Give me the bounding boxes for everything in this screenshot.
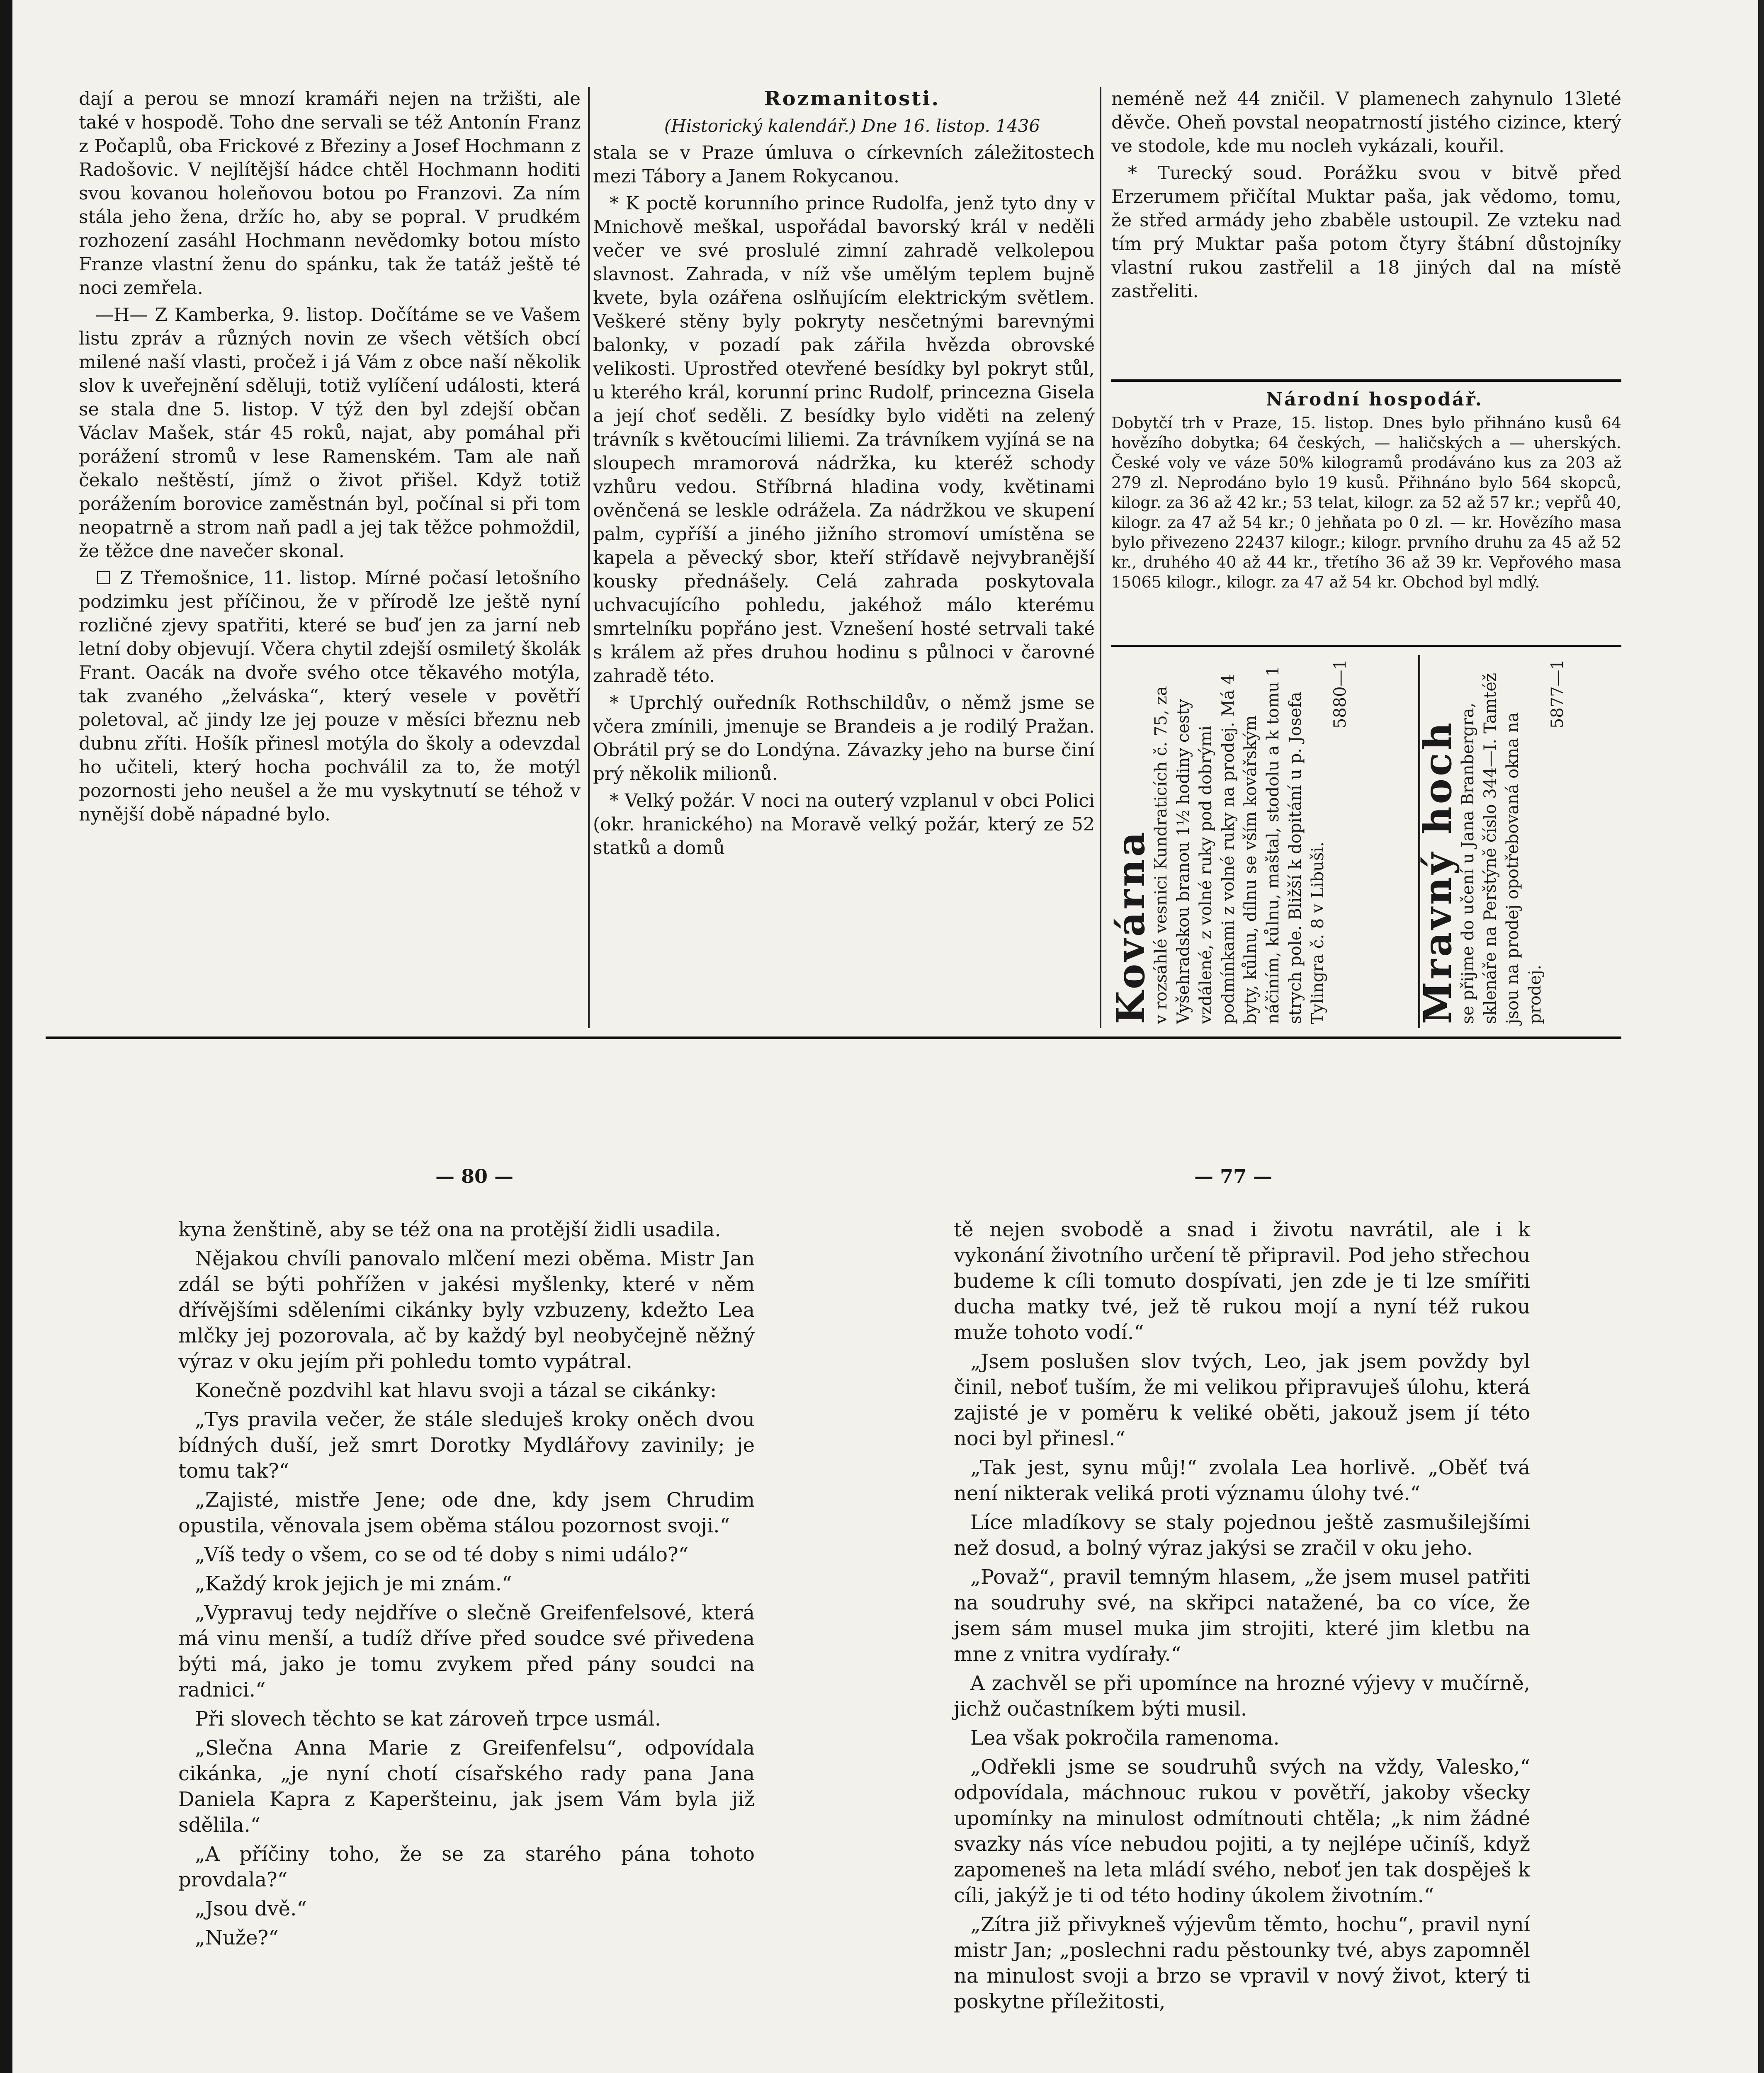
advertisement-apprentice <box>1415 659 1569 1024</box>
upper-bottom-rule <box>46 1036 1621 1039</box>
advertisement-text: v rozsáhlé vesnici Kundraticích č. 75, za Vyšehradskou branou 1½ hodiny cesty vzdálené, z volné ruky pod dobrými podmínkami z volné ruky na prodej. Má 4 byty, kůlnu, dílnu se vším kovářským náčiním, kůlnu, maštal, stodolu a k tomu 1 strych pole. Bližší k dopitání u p. Josefa Tylingra č. 8 v Libuši. <box>1152 665 1327 1024</box>
scan-edge-left <box>0 0 12 2073</box>
article-paragraph: * Uprchlý ouředník Rothschildův, o němž jsme se včera zmínili, jmenuje se Brandeis a je rodilý Pražan. Obrátil prý se do Londýna. Závazky jeho na burse činí prý několik milionů. <box>593 692 1095 784</box>
book-paragraph: Lea však pokročila ramenoma. <box>970 1726 1280 1750</box>
scan-edge-right <box>1758 0 1764 2073</box>
advertisement-code: 5877—1 <box>1548 659 1567 729</box>
article-paragraph: * Velký požár. V noci na outerý vzplanul v obci Polici (okr. hranického) na Moravě velký požár, který ze 52 statků a domů <box>593 790 1095 859</box>
section-heading: Rozmanitosti. <box>764 87 940 110</box>
advertisement-forge <box>1108 659 1351 1024</box>
advertisement-code: 5880—1 <box>1331 659 1350 729</box>
book-paragraph: „Zajisté, mistře Jene; ode dne, kdy jsem Chrudim opustila, věnovala jsem oběma stálou pozornost svoji.“ <box>178 1488 755 1537</box>
book-paragraph: A zachvěl se při upomínce na hrozné výjevy v mučírně, jichž oučastníkem býti musil. <box>954 1672 1530 1721</box>
section-subheading: (Historický kalendář.) Dne 16. listop. 1436 <box>664 116 1040 136</box>
book-paragraph: „Jsou dvě.“ <box>195 1897 307 1920</box>
column-divider <box>1100 87 1101 1028</box>
article-paragraph: —H— Z Kamberka, 9. listop. Dočítáme se ve Vašem listu zpráv a různých novin ze všech větších obcí milené naší vlasti, pročež i já Vám z obce naší několik slov k uveřejnění sděluji, totiž vylíčení události, která se stala dne 5. listop. V týž den byl zdejší občan Václav Mašek, stár 45 roků, najat, aby pomáhal při porážení stromů v lese Ramenském. Tam ale naň čekalo neštěstí, jímž o život přišel. Když totiž porážením borovice zaměstnán byl, počínal si při tom neopatrně a strom naň padl a jej tak těžce pohmoždil, že těžce dne navečer skonal. <box>79 304 581 562</box>
book-paragraph: „Slečna Anna Marie z Greifenfelsu“, odpovídala cikánka, „je nyní chotí císařského rady pana Jana Daniela Kapra z Kaperšteinu, jak jsem Vám byla již sdělila.“ <box>178 1736 755 1837</box>
book-paragraph: „A příčiny toho, že se za starého pána tohoto provdala?“ <box>178 1842 755 1891</box>
book-paragraph: „Odřekli jsme se soudruhů svých na vždy, Valesko,“ odpovídala, máchnouc rukou v povětří, jakoby všecky upomínky na minulost odmítnouti chtěla; „k nim žádné svazky nás více nebudou pojiti, a ty nejlépe učiníš, když zapomeneš na leta mládí svého, neboť jen tak dospěješ k cíli, jakýž je ti od této hodiny úkolem životním.“ <box>954 1755 1530 1907</box>
section-rule <box>1111 645 1621 647</box>
advertisement-title: Mravný hoch <box>1415 720 1460 1024</box>
page-number-right: — 77 — <box>1194 1165 1273 1187</box>
upper-column-3 <box>1111 87 1621 306</box>
section-rule <box>1111 379 1621 382</box>
advertisement-title: Kovárna <box>1108 829 1153 1024</box>
article-paragraph: ☐ Z Třemošnice, 11. listop. Mírné počasí letošního podzimku jest příčinou, že v přírodě lze ještě nyní rozličné zjevy spatřiti, které se buď jen za jarní neb letní doby objevují. Včera chytil zdejší osmiletý školák Frant. Oacák na dvoře svého otce těkavého motýla, tak zvaného „želváska“, který vesele v povětří poletoval, ač jindy lze jej pouze v měsíci březnu neb dubnu zříti. Hošík přinesl motýla do školy a odevzdal ho učiteli, který hocha pochválil za to, že motýl pozornosti jeho neušel a že mu vyskytnutí se téhož v nynější době nápadné bylo. <box>79 568 581 825</box>
book-paragraph: Při slovech těchto se kat zároveň trpce usmál. <box>195 1707 661 1731</box>
article-paragraph: neméně než 44 zničil. V plamenech zahynulo 13leté děvče. Oheň povstal neopatrností jistého cizince, který ve stodole, kde mu nocleh vykázali, kouřil. <box>1111 88 1621 157</box>
book-paragraph: „Jsem poslušen slov tvých, Leo, jak jsem povždy byl činil, neboť tuším, že mi velikou připravuješ úlohu, která zajisté je v poměru k veliké oběti, jakouž jsem jí této noci byl přinesl.“ <box>954 1350 1530 1450</box>
lower-left-page <box>178 1217 755 1954</box>
book-paragraph: Líce mladíkovy se staly pojednou ještě zasmušilejšími než dosud, a bolný výraz jakýsi se zračil v oku jeho. <box>954 1511 1530 1560</box>
book-paragraph: „Zítra již přivykneš výjevům těmto, hochu“, pravil nyní mistr Jan; „poslechni radu pěstounky tvé, abys zapomněl na minulost svoji a brzo se vpravil v nový život, který ti poskytne příležitosti, <box>954 1913 1530 2013</box>
article-paragraph: stala se v Praze úmluva o církevních záležitostech mezi Tábory a Janem Rokycanou. <box>593 142 1095 187</box>
article-paragraph: * Turecký soud. Porážku svou v bitvě před Erzerumem přičítal Muktar paša, jak vědomo, tomu, že střed armády jeho zbaběle ustoupil. Ze vzteku nad tím prý Muktar paša potom čtyry štábní důstojníky vlastní rukou zastřelil a 18 jiných dal na místě zastřeliti. <box>1111 163 1621 302</box>
upper-column-1 <box>79 87 581 830</box>
book-paragraph: „Tys pravila večer, že stále sleduješ kroky oněch dvou bídných duší, jež smrt Dorotky Mydlářovy zavinily; je tomu tak?“ <box>178 1408 755 1483</box>
book-paragraph: „Každý krok jejich je mi znám.“ <box>195 1572 512 1595</box>
book-paragraph: „Považ“, pravil temným hlasem, „že jsem musel patřiti na soudruhy své, na skřipci natažené, ba co více, že jsem sám musel muka jim strojiti, které jim kletbu na mne z vnitra vydírały.“ <box>954 1566 1530 1666</box>
book-paragraph: tě nejen svobodě a snad i životu navrátil, ale i k vykonání životního určení tě připravil. Pod jeho střechou budeme k cíli tomuto dospívati, jen zde je ti lze smířiti ducha matky tvé, jež tě rukou mojí a nyní též rukou muže tohoto vodí.“ <box>954 1218 1530 1344</box>
column-divider <box>588 87 590 1028</box>
book-paragraph: Nějakou chvíli panovalo mlčení mezi oběma. Mistr Jan zdál se býti pohřížen v jakési myšlenky, které v něm dřívějšími sděleními cikánky byly vzbuzeny, kdežto Lea mlčky jej pozorovala, ač by každý byl neobyčejně něžný výraz v oku jejím při pohledu tomto vypátral. <box>178 1247 755 1373</box>
book-paragraph: „Tak jest, synu můj!“ zvolala Lea horlivě. „Oběť tvá není nikterak veliká proti významu úlohy tvé.“ <box>954 1456 1530 1505</box>
book-paragraph: „Vypravuj tedy nejdříve o slečně Greifenfelsové, která má vinu menší, a tudíž dříve před soudce své přivedena býti má, jako je tomu zvykem před pány soudci na radnici.“ <box>178 1601 755 1702</box>
economy-section <box>1111 390 1621 595</box>
book-paragraph: kyna ženštině, aby se též ona na protější židli usadila. <box>178 1218 721 1241</box>
economy-paragraph: Dobytčí trh v Praze, 15. listop. Dnes bylo přihnáno kusů 64 hovězího dobytka; 64 českých, — haličských a — uherských. České voly ve váze 50% kilogramů prodáváno kus za 203 až 279 zl. Neprodáno bylo 19 kusů. Přihnáno bylo 564 skopců, kilogr. za 36 až 42 kr.; 53 telat, kilogr. za 52 až 57 kr.; vepřů 40, kilogr. za 47 až 54 kr.; 0 jehňata po 0 zl. — kr. Hovězího masa bylo přivezeno 22437 kilogr.; kilogr. prvního druhu za 45 až 52 kr., druhého 40 až 44 kr., třetího 36 až 39 kr. Vepřového masa 15065 kilogr., kilogr. za 47 až 54 kr. Obchod byl mdlý. <box>1111 414 1621 591</box>
upper-column-2 <box>593 87 1095 863</box>
page-number-left: — 80 — <box>435 1165 514 1187</box>
article-paragraph: dají a perou se mnozí kramáři nejen na tržišti, ale také v hospodě. Toho dne servali se též Antonín Franz z Počaplů, oba Frickové z Březiny a Josef Hochmann z Radošovic. V nejlítější hádce chtěl Hochmann hoditi svou kovanou holeňovou botou po Franzovi. Za ním stála jeho žena, držíc ho, aby se popral. V prudkém rozhození zasáhl Hochmann nevědomky botou místo Franze vlastní ženu do spánku, tak že tatáž ještě té noci zemřela. <box>79 88 581 299</box>
advertisement-text: se přijme do učení u Jana Branbergra, sklenáře na Perštýně číslo 344—I. Tamtéž jsou na prodej opotřebovaná okna na prodej. <box>1458 673 1545 1024</box>
book-paragraph: Konečně pozdvihl kat hlavu svoji a tázal se cikánky: <box>195 1379 717 1402</box>
book-paragraph: „Víš tedy o všem, co se od té doby s nimi událo?“ <box>195 1543 689 1566</box>
economy-heading: Národní hospodář. <box>1266 389 1483 410</box>
lower-right-page <box>954 1217 1530 2018</box>
book-paragraph: „Nuže?“ <box>195 1926 279 1949</box>
article-paragraph: * K poctě korunního prince Rudolfa, jenž tyto dny v Mnichově meškal, uspořádal bavorský král v neděli večer ve své proslulé zimní zahradě velkolepou slavnost. Zahrada, v níž vše umělým teplem bujně kvete, byla ozářena oslňujícím elektrickým světlem. Veškeré stěny byly pokryty nesčetnými barevnými balonky, v pozadí pak zářila hvězda obrovské velikosti. Uprostřed otevřené besídky byl pokryt stůl, u kterého král, korunní princ Rudolf, princezna Gisela a její choť seděli. Z besídky bylo viděti na zelený trávník s květoucími liliemi. Za trávníkem vyjíná se na sloupech mramorová nádržka, ku kteréž schody vzhůru vedou. Stříbrná hladina vody, květinami ověnčená se leskle odrážela. Za nádržkou ve skupení palm, cypříší a jiného jižního stromoví umístěna se kapela a pěvecký sbor, kteří střídavě nejvybranější kousky přednášely. Celá zahrada poskytovala uchvacujícího pohledu, jakéhož málo kterému smrtelníku popřáno jest. Vznešení hosté setrvali také s králem až přes druhou hodinu s půlnoci v čarovné zahradě této. <box>593 193 1095 687</box>
